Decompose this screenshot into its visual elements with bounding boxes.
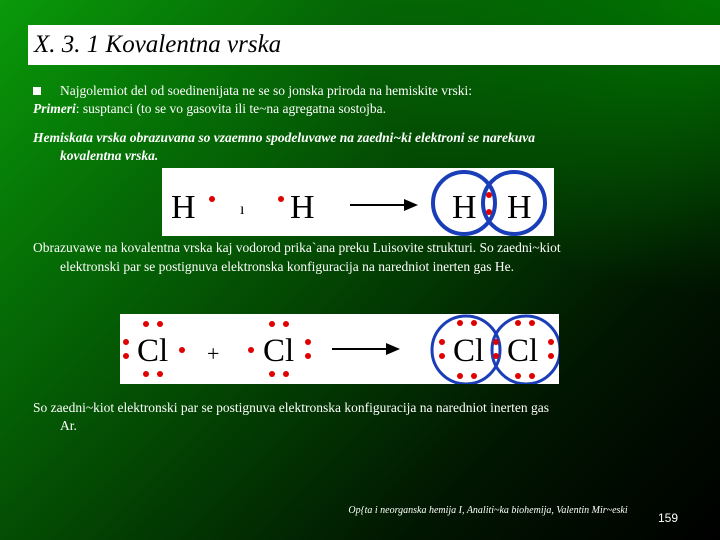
footer-text: Op{ta i neorganska hemija I, Analiti~ka biohemija, Valentin Mir~eski [348, 505, 628, 516]
cl-product-left: Cl [453, 333, 485, 369]
h-operator: ı [240, 201, 245, 218]
title-box [28, 25, 720, 65]
definition-line-1: Hemiskata vrska obrazuvana so vzaemno spodeluvawe na zaedni~ki elektroni se narekuva [33, 130, 535, 145]
h-product-right: H [507, 189, 532, 226]
hydrogen-caption-line-1: Obrazuvawe na kovalentna vrska kaj vodorod prika`ana preku Luisovite strukturi. So zaedni~kiot [33, 240, 561, 255]
page-number: 159 [658, 511, 679, 525]
reaction-arrow [332, 343, 400, 355]
chlorine-caption-line-2: Ar. [60, 418, 77, 433]
h-atom-left: H [171, 189, 196, 226]
reaction-arrow [350, 199, 418, 211]
chlorine-lewis-diagram [120, 314, 559, 384]
bullet-square-icon [33, 87, 41, 95]
h-atom-right: H [290, 189, 315, 226]
slide-title: X. 3. 1 Kovalentna vrska [34, 31, 282, 58]
hydrogen-lewis-diagram [162, 168, 554, 236]
chlorine-caption-line-1: So zaedni~kiot elektronski par se postignuva elektronska konfiguracija na naredniot inerten gas [33, 400, 550, 415]
hydrogen-caption-line-2: elektronski par se postignuva elektronska konfiguracija na naredniot inerten gas He. [60, 259, 514, 274]
shared-electron-pair [486, 192, 492, 215]
cl-atom-right: Cl [263, 333, 295, 369]
h-right-electron [278, 196, 284, 202]
definition-line-2: kovalentna vrska. [60, 148, 159, 163]
primeri-line [33, 100, 386, 118]
primeri-label: Primeri [33, 101, 76, 116]
h-left-electron [209, 196, 215, 202]
cl-operator: + [207, 341, 220, 366]
intro-bullet-text: Najgolemiot del od soedinenijata ne se so jonska priroda na hemiskite vrski: [60, 83, 473, 98]
cl-product-right: Cl [507, 333, 539, 369]
cl-atom-left: Cl [137, 333, 169, 369]
primeri-text: : susptanci (to se vo gasovita ili te~na agregatna sostojba. [75, 101, 386, 116]
h-product-left: H [452, 189, 477, 226]
